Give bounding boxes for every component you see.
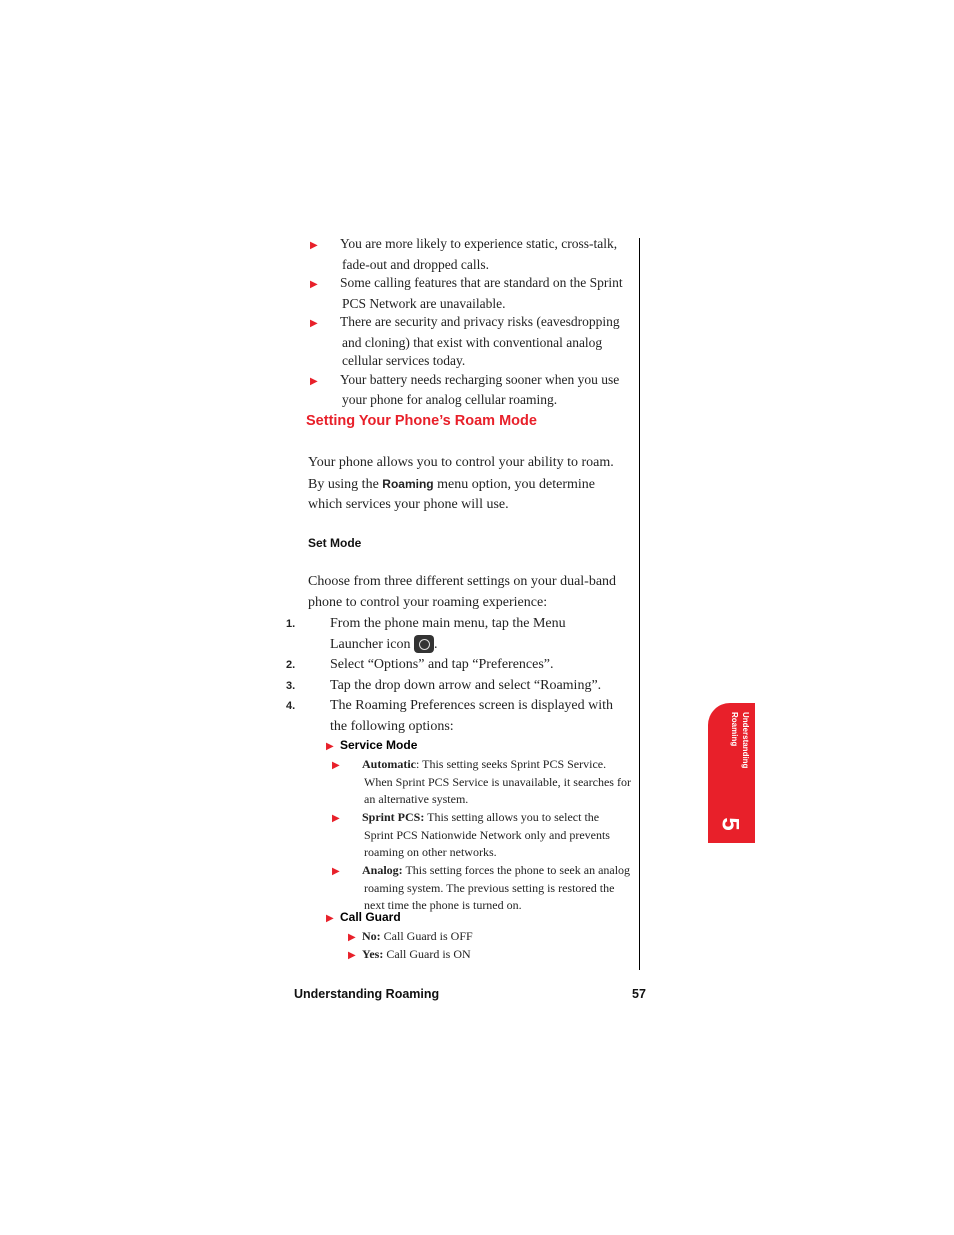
service-mode-options	[332, 756, 632, 914]
page-number: 57	[632, 987, 646, 1001]
triangle-right-icon: ▶	[326, 913, 334, 924]
triangle-right-icon: ▶	[332, 813, 340, 824]
intro-paragraph: Your phone allows you to control your ability to roam. By using the Roaming menu option, you determine which services your phone will use.	[308, 455, 614, 512]
list-item: ▶ Your battery needs recharging sooner when you use your phone for analog cellular roaming.	[310, 371, 620, 407]
call-guard-section	[326, 908, 632, 964]
list-item: ▶ There are security and privacy risks (eavesdropping and cloning) that exist with conventional analog cellular services today.	[310, 314, 620, 368]
step-item: 2. Select “Options” and tap “Preferences”.	[286, 657, 554, 672]
step-item: 3. Tap the drop down arrow and select “Roaming”.	[286, 677, 602, 693]
triangle-right-icon: ▶	[326, 741, 334, 752]
subsection-heading: Set Mode	[308, 536, 362, 550]
list-item: ▶ Automatic: This setting seeks Sprint PCS Service. When Sprint PCS Service is unavailable, it searches for an alternative system.	[332, 757, 631, 806]
footer-title: Understanding Roaming	[294, 987, 440, 1001]
chapter-tab-label: Understanding Roaming	[730, 712, 750, 769]
choose-paragraph: Choose from three different settings on your dual-band phone to control your roaming experience:	[308, 574, 617, 610]
triangle-right-icon: ▶	[310, 375, 318, 387]
triangle-right-icon: ▶	[310, 279, 318, 290]
triangle-right-icon: ▶	[332, 866, 340, 877]
call-guard-label: ▶ Call Guard	[326, 910, 401, 924]
step-item: 1. From the phone main menu, tap the Menu Launcher icon .	[286, 616, 566, 652]
triangle-right-icon: ▶	[332, 760, 340, 771]
triangle-right-icon: ▶	[310, 240, 318, 251]
service-mode-label: ▶ Service Mode	[326, 738, 418, 752]
steps-list	[286, 614, 618, 737]
list-item: ▶ Some calling features that are standard on the Sprint PCS Network are unavailable.	[310, 275, 623, 311]
step-item: 4. The Roaming Preferences screen is displayed with the following options:	[286, 698, 614, 734]
list-item: ▶ Analog: This setting forces the phone to seek an analog roaming system. The previous setting is restored the next time the phone is turned on.	[332, 863, 631, 912]
intro-bullet-list	[310, 235, 631, 410]
list-item: ▶ Yes: Call Guard is ON	[348, 946, 632, 964]
service-mode-section	[326, 736, 632, 914]
list-item: ▶ You are more likely to experience static, cross-talk, fade-out and dropped calls.	[310, 236, 618, 272]
triangle-right-icon: ▶	[310, 318, 318, 329]
call-guard-options	[348, 928, 632, 964]
section-heading: Setting Your Phone’s Roam Mode	[306, 413, 537, 429]
triangle-right-icon: ▶	[348, 932, 356, 943]
list-item: ▶ Sprint PCS: This setting allows you to select the Sprint PCS Nationwide Network only and prevents roaming on other networks.	[332, 810, 610, 859]
margin-rule	[639, 238, 640, 970]
chapter-tab-number: 5	[716, 817, 744, 831]
menu-launcher-icon	[414, 635, 434, 653]
triangle-right-icon: ▶	[348, 950, 356, 961]
list-item: ▶ No: Call Guard is OFF	[348, 928, 632, 946]
